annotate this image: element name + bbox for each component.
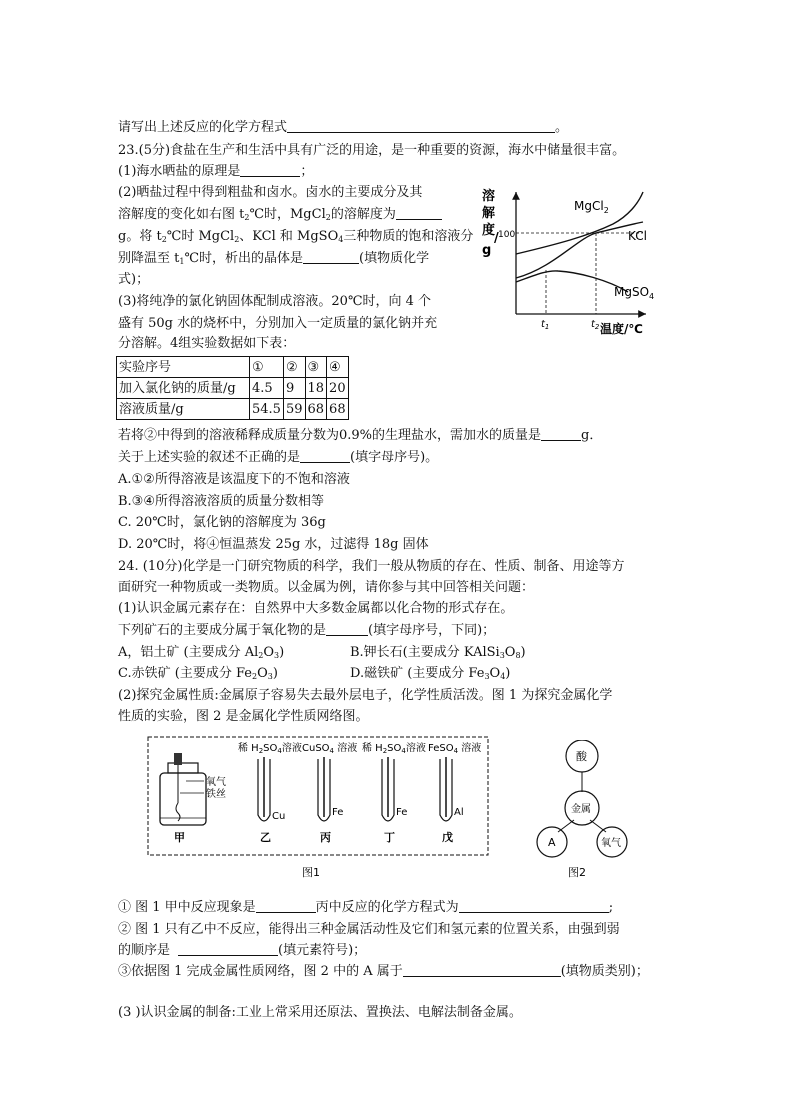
q23-p2b: 溶解度的变化如右图 $t_2℃$时，MgCl$_2$的溶解度为 <box>118 205 442 225</box>
q24-option-a: A，铝土矿 (主要成分 $Al_2O_3$) <box>118 645 285 660</box>
q24-p3: (3 )认识金属的制备:工业上常采用还原法、置换法、电解法制备金属。 <box>118 1005 522 1020</box>
answer-blank[interactable] <box>300 448 350 463</box>
q23-p3c: 分溶解。4组实验数据如下表： <box>118 336 296 351</box>
svg-text:稀 H2SO4溶液: 稀 $H_2SO_4$溶液 <box>238 743 302 755</box>
line-equation: 请写出上述反应的化学方程式 。 <box>118 120 569 135</box>
q23-p2a: (2)晒盐过程中得到粗盐和卤水。卤水的主要成分及其 <box>118 185 423 200</box>
test-tube-bing <box>302 741 357 844</box>
q24-heading-b: 面研究一种物质或一类物质。以金属为例，请你参与其中回答相关问题： <box>118 580 535 595</box>
answer-blank[interactable] <box>396 205 442 220</box>
q23-p2e: 式)； <box>118 272 150 287</box>
x-axis-label: 温度/℃ <box>600 322 643 336</box>
svg-text:FeSO4 溶液: FeSO$_4$ 溶液 <box>428 743 482 755</box>
answer-blank[interactable] <box>303 249 359 264</box>
q23-option-a: A.①②所得溶液是该温度下的不饱和溶液 <box>118 472 350 487</box>
test-tube-ding <box>362 741 426 844</box>
svg-text:丙: 丙 <box>320 831 331 844</box>
q24-heading-a: 24. (10分)化学是一门研究物质的科学，我们一般从物质的存在、性质、制备、用途等方 <box>118 559 625 574</box>
svg-text:A: A <box>548 836 556 849</box>
answer-blank[interactable] <box>240 162 300 177</box>
answer-blank[interactable] <box>541 426 581 441</box>
svg-text:乙: 乙 <box>260 831 271 844</box>
q23-option-b: B.③④所得溶液溶质的质量分数相等 <box>118 494 324 509</box>
q23-option-c: C. 20℃时，氯化钠的溶解度为 36g <box>118 515 326 530</box>
answer-blank[interactable] <box>403 962 561 977</box>
series-label-kcl: KCl <box>628 229 647 243</box>
table-row: 实验序号 ① ② ③ ④ <box>117 357 349 378</box>
q23-p1: (1)海水晒盐的原理是 ； <box>118 164 314 179</box>
figure-2 <box>530 740 640 880</box>
series-label-mgcl2: MgCl$_2$ <box>574 199 609 215</box>
figure-1-caption: 图1 <box>302 866 320 879</box>
solubility-chart <box>478 186 678 336</box>
q23-p2d: 别降温至 $t_1℃$时，析出的晶体是 (填物质化学 <box>118 251 430 266</box>
svg-text:CuSO4 溶液: CuSO$_4$ 溶液 <box>302 743 358 755</box>
y-axis-label: 溶 <box>482 189 496 204</box>
q24-p1: (1)认识金属元素存在：自然界中大多数金属都以化合物的形式存在。 <box>118 601 514 616</box>
svg-text:氧气: 氧气 <box>206 777 226 788</box>
figure-2-caption: 图2 <box>568 866 586 879</box>
y-axis-label: 解 <box>482 206 496 221</box>
experiment-table <box>116 356 349 420</box>
answer-blank[interactable] <box>326 621 368 636</box>
svg-text:戊: 戊 <box>442 831 453 844</box>
test-tube-wu <box>428 741 481 844</box>
q24-option-b: B.钾长石(主要成分 $KAlSi_3O_8$) <box>350 645 526 660</box>
x-tick-t1: $t_1$ <box>541 319 550 331</box>
answer-blank[interactable] <box>459 898 609 913</box>
test-tube-yi <box>238 741 302 844</box>
x-tick-t2: $t_2$ <box>591 319 600 331</box>
answer-blank[interactable] <box>178 941 278 956</box>
svg-text:金属: 金属 <box>571 804 591 815</box>
answer-blank[interactable] <box>287 118 555 133</box>
table-row: 加入氯化钠的质量/g 4.5 9 18 20 <box>117 378 349 399</box>
svg-text:甲: 甲 <box>174 831 185 844</box>
svg-text:Fe: Fe <box>332 807 344 818</box>
svg-text:氧气: 氧气 <box>601 838 621 849</box>
svg-text:丁: 丁 <box>384 831 395 844</box>
q24-sub1: ① 图 1 甲中反应现象是 丙中反应的化学方程式为 ; <box>118 900 614 915</box>
svg-text:酸: 酸 <box>576 750 587 763</box>
q23-after-a: 若将②中得到的溶液稀释成质量分数为0.9%的生理盐水，需加水的质量是 g． <box>118 428 603 443</box>
y-axis-label: 度 <box>482 223 496 238</box>
q23-p2c: g。将 $t_2℃$时 MgCl$_2$、KCl 和 MgSO$_4$三种物质的饱和溶液分 <box>118 229 474 244</box>
q23-heading: 23.(5分)食盐在生产和生活中具有广泛的用途，是一种重要的资源，海水中储量很丰富。 <box>118 143 626 158</box>
svg-text:Al: Al <box>454 807 464 818</box>
y-axis-slash: / <box>494 231 499 246</box>
svg-text:Cu: Cu <box>272 811 286 822</box>
svg-text:稀 H2SO4溶液: 稀 $H_2SO_4$溶液 <box>362 743 426 755</box>
series-mgso4-line <box>516 271 628 292</box>
y-tick-label: 100 <box>498 230 516 240</box>
series-label-mgso4: MgSO$_4$ <box>614 285 655 301</box>
table-row: 溶液质量/g 54.5 59 68 68 <box>117 399 349 420</box>
q23-after-b: 关于上述实验的叙述不正确的是 (填字母序号)。 <box>118 450 439 465</box>
q24-p1-question: 下列矿石的主要成分属于氧化物的是 (填字母序号，下同)； <box>118 623 496 638</box>
q24-option-d: D.磁铁矿 (主要成分 $Fe_3O_4$) <box>350 666 511 681</box>
oxygen-jar <box>160 753 226 844</box>
q24-p2a: (2)探究金属性质:金属原子容易失去最外层电子，化学性质活泼。图 1 为探究金属化学 <box>118 688 613 703</box>
svg-text:铁丝: 铁丝 <box>206 789 226 800</box>
q24-sub2b: 的顺序是 (填元素符号)； <box>118 943 367 958</box>
y-axis-unit: g <box>482 243 492 258</box>
svg-text:Fe: Fe <box>396 807 408 818</box>
figure-1 <box>146 735 496 887</box>
answer-blank[interactable] <box>256 898 316 913</box>
q24-sub3: ③依据图 1 完成金属性质网络，图 2 中的 A 属于 (填物质类别)； <box>118 964 649 979</box>
q24-p2b: 性质的实验，图 2 是金属化学性质网络图。 <box>118 709 369 724</box>
q24-sub2a: ② 图 1 只有乙中不反应，能得出三种金属活动性及它们和氢元素的位置关系，由强到弱 <box>118 922 620 937</box>
q23-p3a: (3)将纯净的氯化钠固体配制成溶液。20℃时，向 4 个 <box>118 294 432 309</box>
q24-option-c: C.赤铁矿 (主要成分 $Fe_2O_3$) <box>118 666 278 681</box>
q23-p3b: 盛有 50g 水的烧杯中，分别加入一定质量的氯化钠并充 <box>118 316 438 331</box>
q23-option-d: D. 20℃时，将④恒温蒸发 25g 水，过滤得 18g 固体 <box>118 537 429 552</box>
